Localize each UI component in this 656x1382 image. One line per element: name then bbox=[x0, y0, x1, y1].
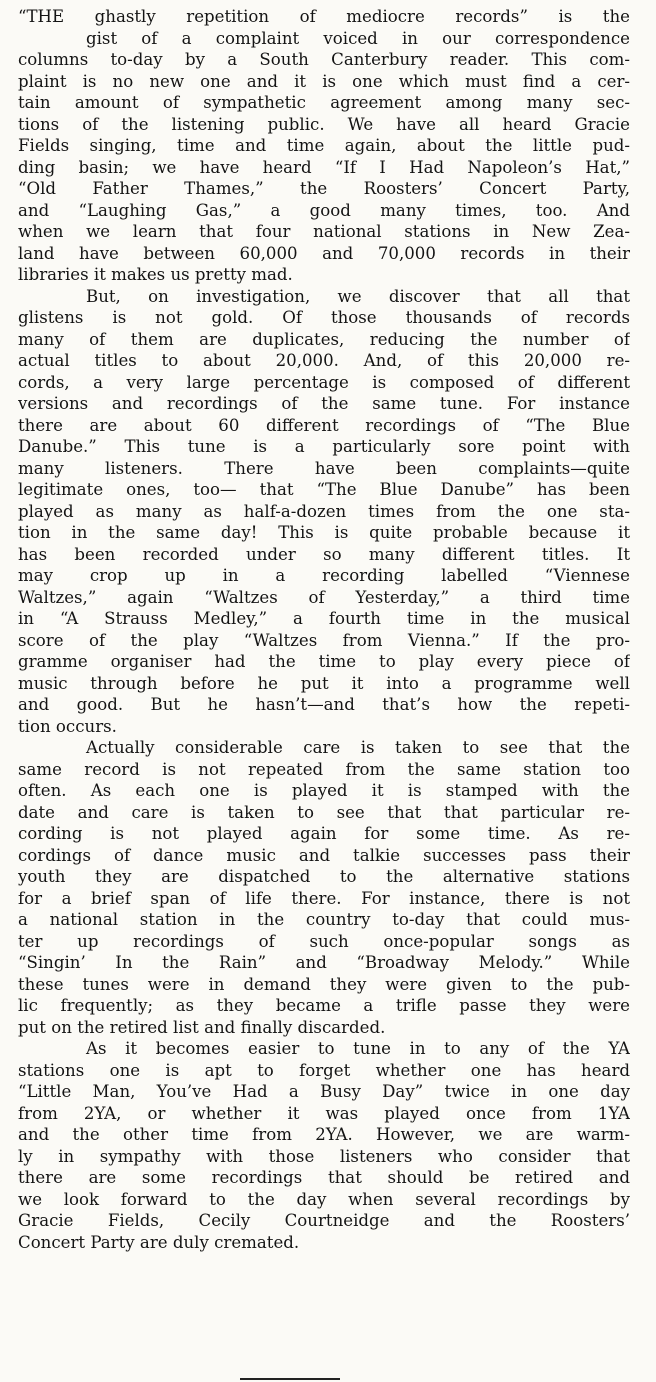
article-line: Danube.” This tune is a particularly sore point with bbox=[18, 437, 630, 456]
end-rule bbox=[240, 1378, 340, 1380]
article-line: actual titles to about 20,000. And, of this 20,000 re- bbox=[18, 351, 630, 370]
article-line: As it becomes easier to tune in to any of the YA bbox=[86, 1039, 630, 1058]
article-line: played as many as half-a-dozen times from the one sta- bbox=[18, 501, 630, 521]
article-line: these tunes were in demand they were given to the pub- bbox=[18, 974, 630, 994]
article-line: and “Laughing Gas,” a good many times, too. And bbox=[18, 200, 630, 220]
article-line: But, on investigation, we discover that all that bbox=[86, 286, 630, 306]
article-line: may crop up in a recording labelled “Viennese bbox=[18, 566, 630, 585]
article-line: plaint is no new one and it is one which must find a cer- bbox=[18, 71, 630, 91]
article-line: stations one is apt to forget whether one has heard bbox=[18, 1060, 630, 1080]
article-line: many of them are duplicates, reducing the number of bbox=[18, 329, 630, 349]
article-line: tions of the listening public. We have all heard Gracie bbox=[18, 114, 630, 134]
article-line: put on the retired list and finally discarded. bbox=[18, 1017, 386, 1037]
article-line: “Old Father Thames,” the Roosters’ Concert Party, bbox=[18, 179, 630, 198]
article-line: we look forward to the day when several recordings by bbox=[18, 1189, 630, 1209]
article-line: in “A Strauss Medley,” a fourth time in the musical bbox=[18, 609, 630, 628]
article-line: Fields singing, time and time again, about the little pud- bbox=[18, 136, 630, 155]
article-line: same record is not repeated from the same station too bbox=[18, 759, 630, 779]
article-line: date and care is taken to see that that particular re- bbox=[18, 802, 630, 822]
article-line: has been recorded under so many different titles. It bbox=[18, 544, 630, 564]
article-line: Concert Party are duly cremated. bbox=[18, 1232, 300, 1252]
article-line: “Singin’ In the Rain” and “Broadway Melody.” While bbox=[18, 953, 630, 972]
article-line: score of the play “Waltzes from Vienna.” If the pro- bbox=[18, 630, 630, 650]
article-line: cordings of dance music and talkie successes pass their bbox=[18, 845, 630, 865]
article-line: from 2YA, or whether it was played once from 1YA bbox=[18, 1103, 630, 1123]
article-line: libraries it makes us pretty mad. bbox=[18, 265, 293, 284]
article-line: a national station in the country to-day that could mus- bbox=[18, 910, 630, 929]
article-line: land have between 60,000 and 70,000 records in their bbox=[18, 243, 630, 263]
article-line: and the other time from 2YA. However, we are warm- bbox=[18, 1125, 630, 1144]
article-line: “Little Man, You’ve Had a Busy Day” twice in one day bbox=[18, 1082, 630, 1101]
article-line: many listeners. There have been complaints—quite bbox=[18, 458, 630, 478]
article-line: there are about 60 different recordings of “The Blue bbox=[18, 415, 630, 435]
article-line: gist of a complaint voiced in our correspondence bbox=[86, 28, 630, 48]
article-line: versions and recordings of the same tune. For instance bbox=[18, 394, 630, 413]
article-line: ly in sympathy with those listeners who consider that bbox=[18, 1146, 630, 1166]
article-line: gramme organiser had the time to play every piece of bbox=[18, 652, 630, 671]
article-line: cords, a very large percentage is composed of different bbox=[18, 372, 630, 392]
article-line: cording is not played again for some time. As re- bbox=[18, 824, 630, 843]
article-line: Waltzes,” again “Waltzes of Yesterday,” a third time bbox=[18, 587, 630, 607]
article-line: tion in the same day! This is quite probable because it bbox=[18, 523, 630, 542]
article-line: and good. But he hasn’t—and that’s how the repeti- bbox=[18, 695, 630, 714]
article-line: for a brief span of life there. For instance, there is not bbox=[18, 888, 630, 908]
article-line: legitimate ones, too— that “The Blue Danube” has been bbox=[18, 480, 630, 499]
article-line: music through before he put it into a programme well bbox=[18, 673, 630, 693]
article-line: youth they are dispatched to the alternative stations bbox=[18, 867, 630, 886]
article-line: ding basin; we have heard “If I Had Napoleon’s Hat,” bbox=[18, 157, 630, 177]
article-body bbox=[18, 6, 630, 1253]
article-line: tion occurs. bbox=[18, 716, 117, 736]
article-line: glistens is not gold. Of those thousands of records bbox=[18, 308, 630, 327]
article-line: Gracie Fields, Cecily Courtneidge and the Roosters’ bbox=[18, 1211, 630, 1230]
article-line: ter up recordings of such once-popular songs as bbox=[18, 931, 630, 951]
article-line: lic frequently; as they became a trifle passe they were bbox=[18, 996, 630, 1015]
article-line: columns to-day by a South Canterbury reader. This com- bbox=[18, 50, 630, 69]
article-line: when we learn that four national stations in New Zea- bbox=[18, 222, 630, 241]
article-line: Actually considerable care is taken to see that the bbox=[86, 738, 630, 757]
article-line: there are some recordings that should be retired and bbox=[18, 1168, 630, 1187]
article-line: “THE ghastly repetition of mediocre records” is the bbox=[18, 7, 630, 26]
article-line: often. As each one is played it is stamped with the bbox=[18, 781, 630, 800]
article-line: tain amount of sympathetic agreement among many sec- bbox=[18, 93, 630, 112]
